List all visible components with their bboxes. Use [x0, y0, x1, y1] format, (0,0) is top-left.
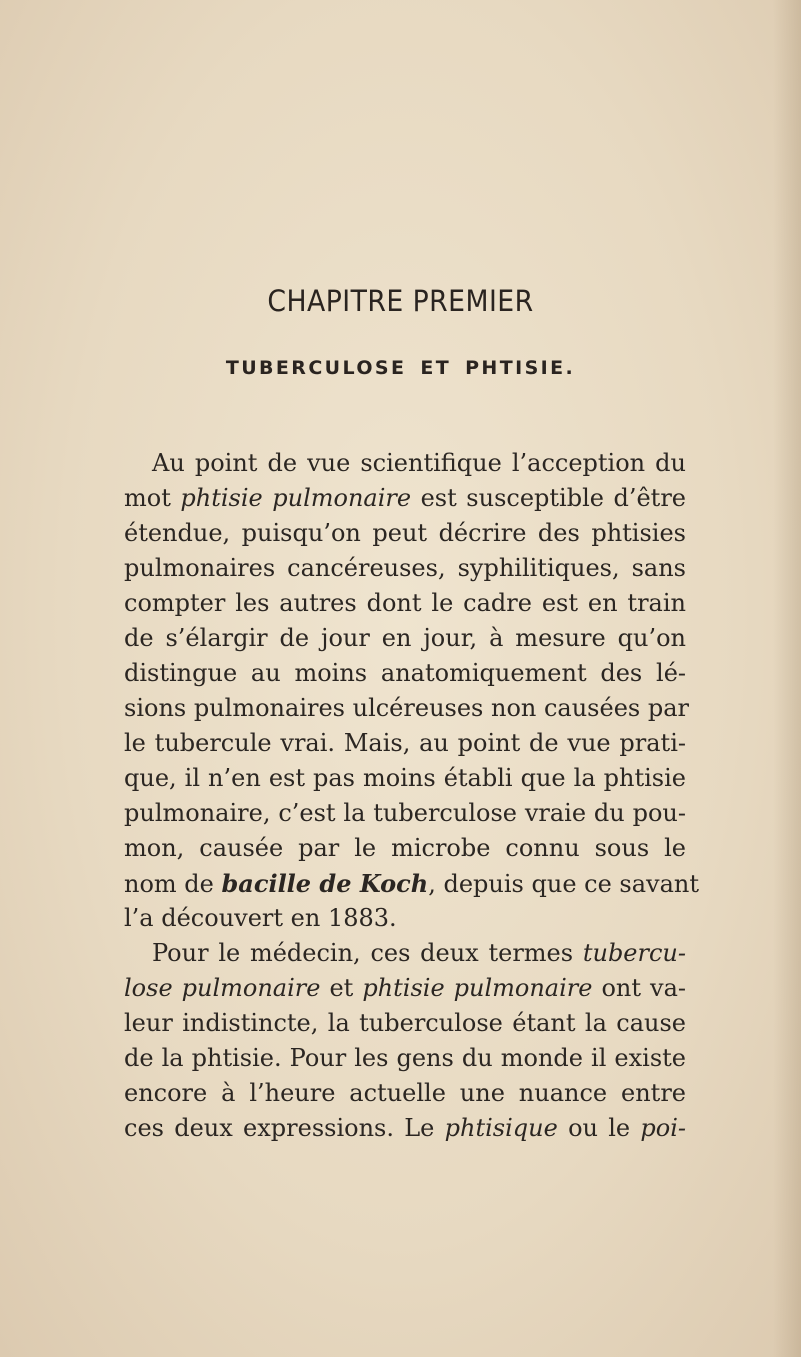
text-line: étendue, puisqu’on peut décrire des phtisies — [124, 519, 686, 547]
text-line — [124, 1111, 686, 1146]
text-line — [124, 866, 700, 901]
page-edge-shadow — [773, 0, 801, 1357]
text-span: Pour le médecin, ces deux termes — [152, 939, 583, 967]
text-line: encore à l’heure actuelle une nuance entre — [124, 1079, 686, 1107]
section-heading-word-2: ET — [420, 357, 452, 379]
text-line: mon, causée par le microbe connu sous le — [124, 834, 686, 862]
paragraph-2 — [124, 936, 686, 1146]
text-line — [124, 936, 686, 971]
text-line: pulmonaire, c’est la tuberculose vraie du pou- — [124, 799, 686, 827]
italic-term: phtisique — [444, 1114, 558, 1142]
section-heading-word-3: PHTISIE. — [465, 357, 576, 379]
text-line: pulmonaires cancéreuses, syphilitiques, sans — [124, 554, 686, 582]
text-line — [124, 971, 686, 1006]
text-span: ont va- — [592, 974, 686, 1002]
italic-term: tubercu- — [582, 939, 686, 967]
text-span: ou le — [557, 1114, 641, 1142]
text-line — [124, 481, 686, 516]
body-text — [124, 446, 700, 1146]
italic-term: poi- — [640, 1114, 686, 1142]
text-line: le tubercule vrai. Mais, au point de vue prati- — [124, 729, 686, 757]
text-line: Au point de vue scientifique l’acception du — [152, 449, 686, 477]
italic-term: bacille de Koch — [221, 869, 429, 898]
section-heading — [0, 357, 801, 379]
text-line: de s’élargir de jour en jour, à mesure qu’on — [124, 624, 686, 652]
text-line: l’a découvert en 1883. — [124, 904, 397, 932]
text-span: ces deux expressions. Le — [124, 1114, 445, 1142]
text-span: est susceptible d’être — [411, 484, 686, 512]
section-heading-word-1: TUBERCULOSE — [225, 357, 407, 379]
italic-term: lose pulmonaire — [124, 974, 321, 1002]
italic-term: phtisie pulmonaire — [362, 974, 593, 1002]
italic-term: phtisie pulmonaire — [180, 484, 412, 512]
text-line: sions pulmonaires ulcéreuses non causées par — [124, 694, 689, 722]
text-line: distingue au moins anatomiquement des lé- — [124, 659, 686, 687]
text-span: et — [320, 974, 363, 1002]
text-line: que, il n’en est pas moins établi que la phtisie — [124, 764, 686, 792]
paragraph-1 — [124, 446, 700, 936]
text-line: leur indistincte, la tuberculose étant la cause — [124, 1009, 686, 1037]
text-span: , depuis que ce savant — [428, 870, 700, 898]
chapter-heading: CHAPITRE PREMIER — [267, 284, 534, 318]
text-span: mot — [124, 484, 181, 512]
text-line: de la phtisie. Pour les gens du monde il existe — [124, 1044, 686, 1072]
text-span: nom de — [124, 870, 222, 898]
text-line: compter les autres dont le cadre est en train — [124, 589, 686, 617]
